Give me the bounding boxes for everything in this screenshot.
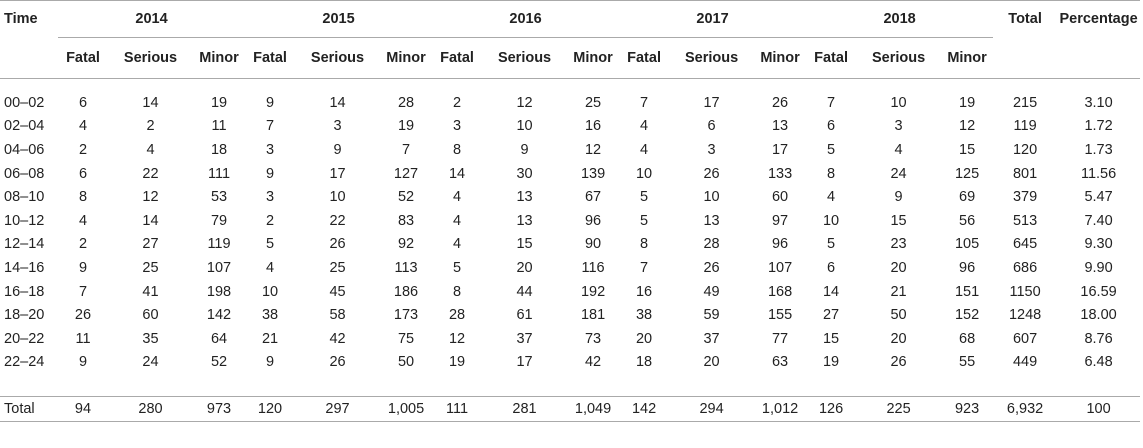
- value-cell: 15: [516, 236, 533, 253]
- value-cell: 7: [265, 118, 275, 135]
- value-cell: 15: [959, 141, 976, 158]
- value-cell: 4: [452, 189, 462, 206]
- row-total-cell: 449: [1012, 354, 1038, 371]
- value-cell: 60: [142, 307, 159, 324]
- value-cell: 21: [261, 330, 279, 347]
- time-cell: 00–02: [4, 94, 45, 111]
- value-cell: 19: [397, 118, 415, 135]
- value-cell: 152: [954, 307, 980, 324]
- value-cell: 4: [78, 212, 88, 229]
- row-total-cell: 607: [1012, 330, 1038, 347]
- value-cell: 10: [822, 212, 840, 229]
- value-cell: 11: [211, 118, 227, 135]
- value-cell: 116: [581, 259, 605, 276]
- value-cell: 5: [827, 236, 836, 253]
- total-cell: 1,005: [380, 397, 432, 422]
- value-cell: 192: [580, 283, 606, 300]
- row-percentage-cell: 3.10: [1084, 94, 1113, 111]
- total-cell: 1,012: [754, 397, 806, 422]
- value-cell: 4: [894, 141, 903, 158]
- value-cell: 15: [822, 330, 840, 347]
- value-cell: 20: [703, 354, 720, 371]
- value-cell: 42: [329, 330, 346, 347]
- value-cell: 90: [584, 236, 602, 253]
- value-cell: 26: [890, 354, 907, 371]
- row-percentage-cell: 11.56: [1080, 165, 1117, 182]
- time-cell: 02–04: [4, 118, 45, 135]
- value-cell: 139: [580, 165, 606, 182]
- value-cell: 68: [959, 330, 976, 347]
- table-row: [0, 233, 1140, 257]
- value-cell: 96: [771, 236, 789, 253]
- row-total-cell: 120: [1012, 141, 1038, 158]
- value-cell: 133: [767, 165, 793, 182]
- total-cell: 120: [245, 397, 295, 422]
- value-cell: 186: [393, 283, 419, 300]
- minor-header: Minor: [567, 38, 619, 79]
- value-cell: 50: [397, 354, 415, 371]
- value-cell: 64: [210, 330, 228, 347]
- grand-percentage: 100: [1057, 397, 1140, 422]
- total-cell: 280: [108, 397, 193, 422]
- value-cell: 18: [210, 141, 228, 158]
- time-cell: 08–10: [4, 189, 45, 206]
- value-cell: 10: [890, 94, 907, 111]
- value-cell: 14: [822, 283, 840, 300]
- value-cell: 151: [954, 283, 980, 300]
- value-cell: 168: [767, 283, 793, 300]
- header-row-years: [0, 1, 1140, 38]
- value-cell: 9: [265, 354, 275, 371]
- value-cell: 142: [206, 307, 232, 324]
- value-cell: 15: [890, 212, 907, 229]
- time-cell: 20–22: [4, 330, 45, 347]
- value-cell: 19: [210, 94, 228, 111]
- value-cell: 10: [329, 189, 346, 206]
- value-cell: 10: [516, 118, 533, 135]
- grand-total: 6,932: [993, 397, 1057, 422]
- value-cell: 2: [78, 141, 88, 158]
- table-row: [0, 138, 1140, 162]
- serious-header: Serious: [669, 38, 754, 79]
- total-cell: 126: [806, 397, 856, 422]
- year-header: 2018: [806, 1, 993, 38]
- value-cell: 27: [822, 307, 840, 324]
- value-cell: 5: [640, 212, 649, 229]
- row-percentage-cell: 9.90: [1084, 259, 1113, 276]
- value-cell: 37: [703, 330, 720, 347]
- value-cell: 6: [78, 165, 88, 182]
- value-cell: 5: [452, 259, 462, 276]
- value-cell: 4: [452, 236, 462, 253]
- value-cell: 7: [78, 283, 88, 300]
- row-percentage-cell: 16.59: [1080, 283, 1117, 300]
- value-cell: 26: [329, 236, 346, 253]
- time-cell: 14–16: [4, 259, 45, 276]
- row-percentage-cell: 1.73: [1084, 141, 1113, 158]
- value-cell: 21: [890, 283, 907, 300]
- value-cell: 4: [146, 141, 155, 158]
- value-cell: 127: [393, 165, 419, 182]
- value-cell: 12: [448, 330, 466, 347]
- total-cell: 94: [58, 397, 108, 422]
- value-cell: 14: [329, 94, 346, 111]
- time-cell: 16–18: [4, 283, 45, 300]
- value-cell: 41: [142, 283, 159, 300]
- total-cell: 297: [295, 397, 380, 422]
- table-row: [0, 162, 1140, 186]
- table-row: [0, 327, 1140, 351]
- row-total-cell: 645: [1012, 236, 1038, 253]
- value-cell: 3: [894, 118, 903, 135]
- value-cell: 28: [703, 236, 720, 253]
- row-total-cell: 379: [1012, 189, 1038, 206]
- value-cell: 60: [771, 189, 789, 206]
- total-cell: 294: [669, 397, 754, 422]
- value-cell: 17: [516, 354, 533, 371]
- table-row: [0, 256, 1140, 280]
- header-row-severity: [0, 38, 1140, 79]
- value-cell: 3: [707, 141, 716, 158]
- value-cell: 3: [265, 141, 275, 158]
- value-cell: 9: [78, 259, 88, 276]
- value-cell: 12: [584, 141, 602, 158]
- value-cell: 10: [703, 189, 720, 206]
- row-percentage-cell: 1.72: [1084, 118, 1113, 135]
- value-cell: 17: [703, 94, 720, 111]
- value-cell: 30: [516, 165, 533, 182]
- value-cell: 77: [771, 330, 789, 347]
- value-cell: 9: [265, 165, 275, 182]
- value-cell: 13: [516, 212, 533, 229]
- totals-row: [0, 397, 1140, 422]
- time-cell: 10–12: [4, 212, 45, 229]
- value-cell: 45: [329, 283, 346, 300]
- value-cell: 20: [635, 330, 653, 347]
- serious-header: Serious: [856, 38, 941, 79]
- value-cell: 17: [329, 165, 346, 182]
- value-cell: 97: [771, 212, 789, 229]
- value-cell: 3: [333, 118, 342, 135]
- value-cell: 20: [890, 330, 907, 347]
- value-cell: 3: [265, 189, 275, 206]
- time-header: Time: [0, 1, 58, 38]
- value-cell: 13: [771, 118, 789, 135]
- value-cell: 13: [516, 189, 533, 206]
- row-percentage-cell: 8.76: [1084, 330, 1113, 347]
- value-cell: 2: [265, 212, 275, 229]
- value-cell: 5: [640, 189, 649, 206]
- serious-header: Serious: [482, 38, 567, 79]
- value-cell: 198: [206, 283, 232, 300]
- value-cell: 119: [207, 236, 231, 253]
- row-total-cell: 119: [1013, 118, 1037, 135]
- value-cell: 2: [146, 118, 155, 135]
- table-row: [0, 303, 1140, 327]
- table-row: [0, 91, 1140, 115]
- fatal-header: Fatal: [432, 38, 482, 79]
- row-percentage-cell: 6.48: [1084, 354, 1113, 371]
- value-cell: 9: [78, 354, 88, 371]
- value-cell: 8: [640, 236, 649, 253]
- total-cell: 1,049: [567, 397, 619, 422]
- time-cell: 22–24: [4, 354, 45, 371]
- value-cell: 69: [959, 189, 976, 206]
- minor-header: Minor: [193, 38, 245, 79]
- value-cell: 13: [703, 212, 720, 229]
- fatal-header: Fatal: [245, 38, 295, 79]
- value-cell: 35: [142, 330, 159, 347]
- value-cell: 17: [771, 141, 789, 158]
- value-cell: 56: [959, 212, 976, 229]
- value-cell: 28: [448, 307, 466, 324]
- value-cell: 38: [635, 307, 653, 324]
- value-cell: 25: [142, 259, 159, 276]
- value-cell: 58: [329, 307, 346, 324]
- percentage-header: Percentage: [1057, 1, 1140, 38]
- row-percentage-cell: 5.47: [1084, 189, 1113, 206]
- value-cell: 2: [78, 236, 88, 253]
- value-cell: 6: [827, 259, 836, 276]
- value-cell: 107: [767, 259, 793, 276]
- fatal-header: Fatal: [58, 38, 108, 79]
- value-cell: 125: [954, 165, 980, 182]
- value-cell: 4: [640, 118, 649, 135]
- value-cell: 67: [584, 189, 602, 206]
- value-cell: 16: [584, 118, 602, 135]
- value-cell: 12: [516, 94, 533, 111]
- value-cell: 7: [640, 259, 649, 276]
- value-cell: 4: [78, 118, 88, 135]
- value-cell: 107: [206, 259, 232, 276]
- value-cell: 14: [142, 94, 159, 111]
- value-cell: 7: [401, 141, 411, 158]
- table-row: [0, 280, 1140, 304]
- total-cell: 973: [193, 397, 245, 422]
- value-cell: 19: [822, 354, 840, 371]
- time-cell: 18–20: [4, 307, 45, 324]
- value-cell: 9: [894, 189, 903, 206]
- table-row: [0, 209, 1140, 233]
- value-cell: 181: [580, 307, 606, 324]
- serious-header: Serious: [108, 38, 193, 79]
- fatal-header: Fatal: [619, 38, 669, 79]
- year-header: 2015: [245, 1, 432, 38]
- serious-header: Serious: [295, 38, 380, 79]
- value-cell: 52: [210, 354, 228, 371]
- value-cell: 8: [452, 141, 462, 158]
- value-cell: 9: [520, 141, 529, 158]
- value-cell: 155: [767, 307, 793, 324]
- value-cell: 105: [954, 236, 980, 253]
- value-cell: 22: [142, 165, 159, 182]
- row-total-cell: 801: [1012, 165, 1038, 182]
- value-cell: 19: [448, 354, 466, 371]
- row-total-cell: 215: [1012, 94, 1038, 111]
- total-cell: 923: [941, 397, 993, 422]
- value-cell: 173: [393, 307, 419, 324]
- total-cell: 281: [482, 397, 567, 422]
- row-total-cell: 513: [1012, 212, 1038, 229]
- value-cell: 28: [397, 94, 415, 111]
- value-cell: 26: [703, 165, 720, 182]
- value-cell: 38: [261, 307, 279, 324]
- value-cell: 5: [827, 141, 836, 158]
- value-cell: 6: [827, 118, 836, 135]
- value-cell: 92: [397, 236, 415, 253]
- value-cell: 25: [584, 94, 602, 111]
- value-cell: 20: [516, 259, 533, 276]
- value-cell: 37: [516, 330, 533, 347]
- value-cell: 6: [707, 118, 716, 135]
- table-row: [0, 351, 1140, 375]
- value-cell: 9: [265, 94, 275, 111]
- value-cell: 18: [635, 354, 653, 371]
- minor-header: Minor: [754, 38, 806, 79]
- value-cell: 12: [959, 118, 976, 135]
- minor-header: Minor: [380, 38, 432, 79]
- value-cell: 26: [771, 94, 789, 111]
- value-cell: 26: [74, 307, 92, 324]
- value-cell: 5: [265, 236, 275, 253]
- value-cell: 113: [394, 259, 418, 276]
- value-cell: 83: [397, 212, 415, 229]
- total-cell: 142: [619, 397, 669, 422]
- table-row: [0, 115, 1140, 139]
- year-header: 2017: [619, 1, 806, 38]
- row-percentage-cell: 7.40: [1084, 212, 1113, 229]
- value-cell: 20: [890, 259, 907, 276]
- value-cell: 14: [448, 165, 466, 182]
- minor-header: Minor: [941, 38, 993, 79]
- row-percentage-cell: 9.30: [1084, 236, 1113, 253]
- fatal-header: Fatal: [806, 38, 856, 79]
- value-cell: 73: [584, 330, 602, 347]
- value-cell: 6: [78, 94, 88, 111]
- value-cell: 59: [703, 307, 720, 324]
- value-cell: 22: [329, 212, 346, 229]
- time-cell: 04–06: [4, 141, 45, 158]
- row-total-cell: 1248: [1008, 307, 1042, 324]
- value-cell: 4: [640, 141, 649, 158]
- value-cell: 24: [890, 165, 907, 182]
- value-cell: 50: [890, 307, 907, 324]
- value-cell: 8: [452, 283, 462, 300]
- value-cell: 25: [329, 259, 346, 276]
- table-row: [0, 185, 1140, 209]
- value-cell: 8: [827, 165, 836, 182]
- value-cell: 42: [584, 354, 602, 371]
- row-total-cell: 686: [1012, 259, 1038, 276]
- value-cell: 55: [959, 354, 976, 371]
- value-cell: 10: [261, 283, 279, 300]
- value-cell: 44: [516, 283, 533, 300]
- value-cell: 4: [265, 259, 275, 276]
- value-cell: 4: [827, 189, 836, 206]
- value-cell: 61: [516, 307, 533, 324]
- value-cell: 111: [207, 165, 231, 182]
- value-cell: 7: [827, 94, 836, 111]
- value-cell: 10: [635, 165, 653, 182]
- value-cell: 63: [771, 354, 789, 371]
- value-cell: 49: [703, 283, 720, 300]
- value-cell: 79: [210, 212, 228, 229]
- total-cell: 225: [856, 397, 941, 422]
- totals-label: Total: [0, 397, 58, 422]
- value-cell: 3: [452, 118, 462, 135]
- value-cell: 27: [142, 236, 159, 253]
- value-cell: 19: [959, 94, 976, 111]
- value-cell: 96: [584, 212, 602, 229]
- year-header: 2014: [58, 1, 245, 38]
- total-cell: 111: [432, 397, 482, 422]
- row-percentage-cell: 18.00: [1080, 307, 1117, 324]
- value-cell: 24: [142, 354, 159, 371]
- value-cell: 26: [329, 354, 346, 371]
- value-cell: 4: [452, 212, 462, 229]
- value-cell: 7: [640, 94, 649, 111]
- value-cell: 23: [890, 236, 907, 253]
- value-cell: 11: [75, 330, 91, 347]
- time-cell: 06–08: [4, 165, 45, 182]
- value-cell: 9: [333, 141, 342, 158]
- value-cell: 16: [635, 283, 653, 300]
- row-total-cell: 1150: [1009, 283, 1041, 300]
- year-header: 2016: [432, 1, 619, 38]
- value-cell: 14: [142, 212, 159, 229]
- value-cell: 2: [452, 94, 462, 111]
- value-cell: 8: [78, 189, 88, 206]
- time-cell: 12–14: [4, 236, 45, 253]
- value-cell: 26: [703, 259, 720, 276]
- total-header: Total: [993, 1, 1057, 38]
- value-cell: 52: [397, 189, 415, 206]
- value-cell: 12: [142, 189, 159, 206]
- value-cell: 75: [397, 330, 415, 347]
- value-cell: 96: [959, 259, 976, 276]
- value-cell: 53: [210, 189, 228, 206]
